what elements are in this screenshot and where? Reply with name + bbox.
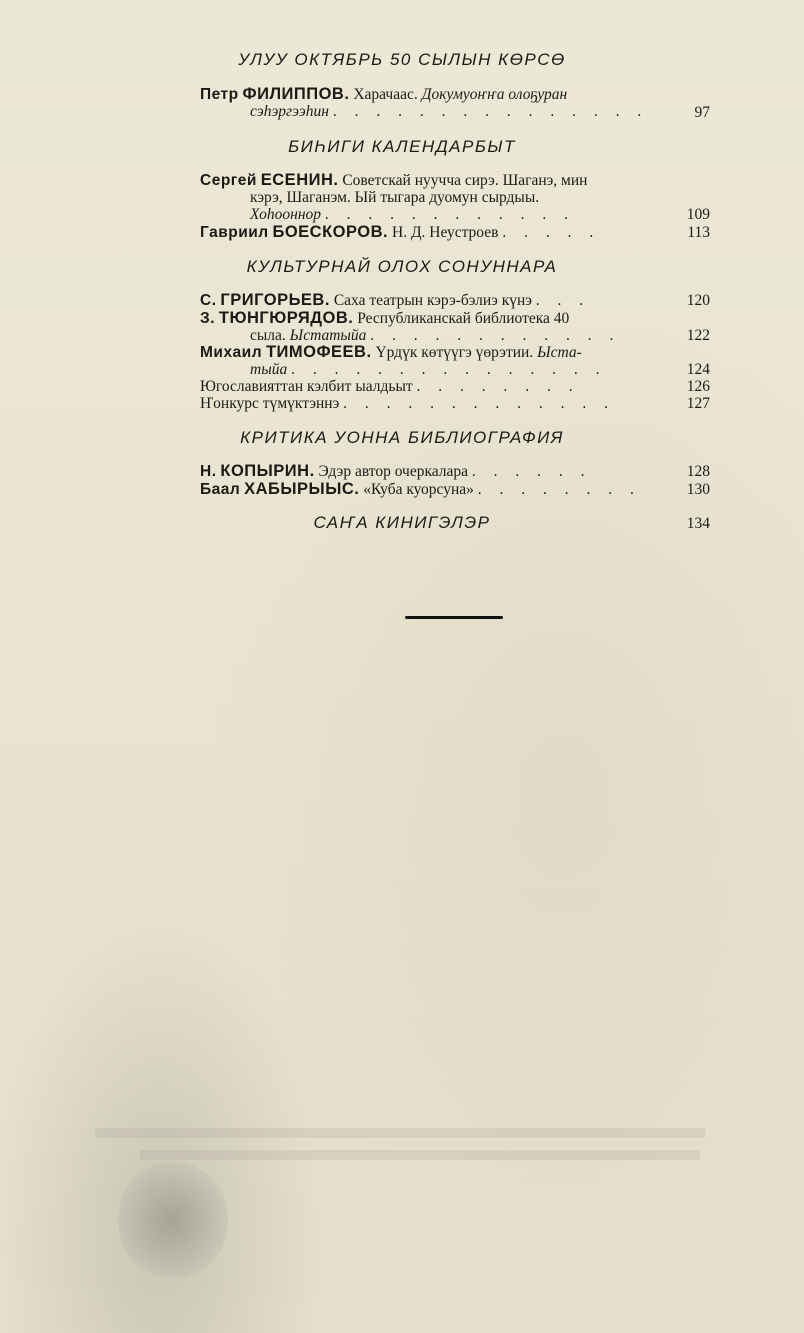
section-title: КУЛЬТУРНАЙ ОЛОХ СОНУННАРА [246,257,558,276]
toc-entry [200,172,660,223]
entry-title: Эдэр автор очеркалара [318,463,469,480]
author-first-name: С. [200,292,217,309]
dot-leader: . . . . . . . . . . . . [370,327,621,344]
entry-title: Харачаас. [353,86,418,103]
author-first-name: Гавриил [200,224,269,241]
toc-entry [200,344,660,378]
dot-leader: . . . . . . . . [477,481,641,498]
page-number: 126 [686,378,710,395]
toc-entry [200,463,660,480]
page-number: 128 [686,463,710,480]
entry-title: Саха театрын кэрэ-бэлиэ күнэ [333,292,532,309]
page-number: 127 [686,395,710,412]
author-first-name: Н. [200,463,217,480]
author-name: ТЮНГЮРЯДОВ. [218,309,354,327]
entry-continuation: Хоһооннор [250,206,322,223]
entry-title: Республиканскай библиотека 40 [357,310,570,327]
toc-entry [200,378,660,395]
entry-continuation: сэһэргээһин [250,103,329,120]
author-first-name: Михаил [200,344,263,361]
entry-subtitle: Ыстатыйа [289,327,367,344]
section-title: САҤА КИНИГЭЛЭР [313,513,491,532]
entry-title: Үрдүк көтүүгэ үөрэтии. [375,344,534,361]
author-name: ЕСЕНИН. [260,171,339,189]
author-first-name: Баал [200,481,241,498]
author-first-name: Сергей [200,172,257,189]
author-name: ХАБЫРЫЫС. [244,480,360,498]
dot-leader: . . . . . . . . . . . . [324,206,576,223]
author-name: ФИЛИППОВ. [242,85,350,103]
author-name: БОЕСКОРОВ. [272,223,389,241]
toc-entry [200,224,660,241]
author-name: КОПЫРИН. [220,462,315,480]
page-number: 97 [694,104,710,121]
end-rule [405,616,503,619]
page-number: 109 [686,206,710,223]
show-through-line [140,1150,700,1160]
author-name: ТИМОФЕЕВ. [265,343,372,361]
section-title: УЛУУ ОКТЯБРЬ 50 СЫЛЫН КӨРСӨ [238,50,566,69]
dot-leader: . . . . . [502,224,601,241]
dot-leader: . . . . . . . . . . . . . . . [291,361,607,378]
faint-stamp [118,1160,228,1280]
toc-entry [200,292,660,309]
entry-title: Югославияттан кэлбит ыалдьыт [200,378,413,395]
entry-continuation: кэрэ, Шаганэм. Ый тыгара дуомун сырдыы. [250,189,540,206]
page-number: 120 [686,292,710,309]
dot-leader: . . . . . . . . . . . . . [343,395,616,412]
dot-leader: . . . [535,292,591,309]
author-name: ГРИГОРЬЕВ. [220,291,330,309]
entry-subtitle: Ыста- [537,344,582,361]
entry-continuation: тыйа [250,361,288,378]
entry-continuation: сыла. [250,327,286,344]
page-number: 124 [686,361,710,378]
dot-leader: . . . . . . . . . . . . . . . [332,103,649,120]
author-first-name: З. [200,310,216,327]
toc-entry [200,395,660,412]
entry-subtitle: Докумуоҥҥа олоҕуран [421,86,568,103]
page-number: 122 [686,327,710,344]
toc-entry [200,86,660,120]
dot-leader: . . . . . . [471,463,592,480]
toc-entry [200,310,660,344]
entry-title: Н. Д. Неустроев [392,224,499,241]
show-through-line [95,1128,705,1138]
toc-entry [200,481,660,498]
page-number: 134 [686,515,710,532]
entry-title: «Куба куорсуна» [363,481,474,498]
page-number: 113 [687,224,710,241]
page-number: 130 [686,481,710,498]
section-title: БИҺИГИ КАЛЕНДАРБЫТ [288,137,516,156]
dot-leader: . . . . . . . . [416,378,580,395]
author-first-name: Петр [200,86,239,103]
entry-title: Ҥонкурс түмүктэннэ [200,395,340,412]
section-title: КРИТИКА УОННА БИБЛИОГРАФИЯ [240,428,564,447]
entry-title: Советскай нууччa сирэ. Шаганэ, мин [342,172,588,189]
